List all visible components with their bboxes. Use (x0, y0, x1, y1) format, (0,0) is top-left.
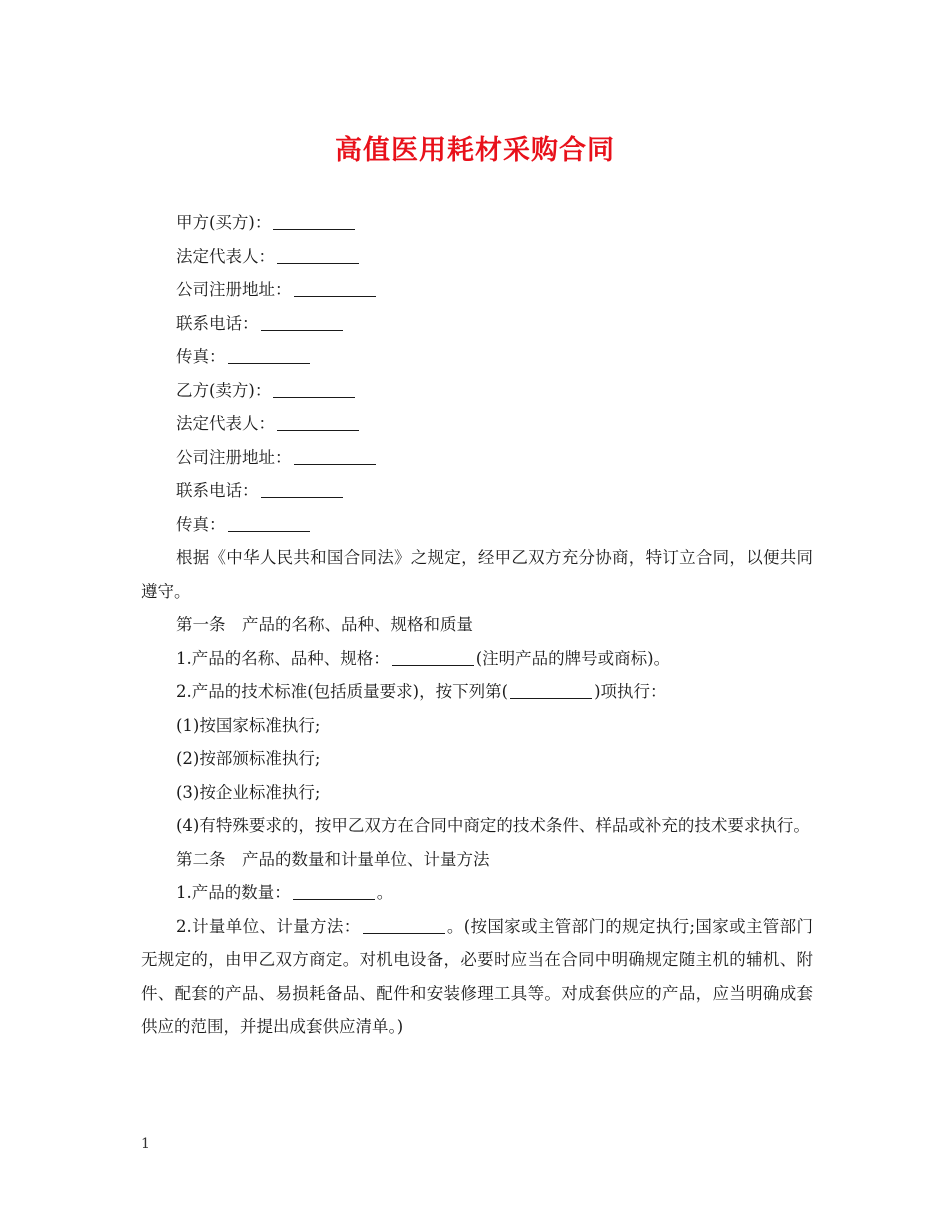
party-b-address-line (141, 441, 813, 475)
party-b-rep-label: 法定代表人： (176, 414, 275, 433)
party-a-fax-blank (228, 345, 310, 364)
article1-item1-blank (392, 647, 474, 666)
party-a-phone-blank (261, 312, 343, 331)
party-a-address-line (141, 273, 813, 307)
article1-option3: (3)按企业标准执行; (176, 782, 321, 802)
article1-option4: (4)有特殊要求的，按甲乙双方在合同中商定的技术条件、样品或补充的技术要求执行。 (176, 816, 810, 835)
contract-body (141, 206, 813, 1044)
party-b-fax-line (141, 508, 813, 542)
article1-option1: (1)按国家标准执行; (176, 715, 321, 735)
party-a-fax-line (141, 340, 813, 374)
article2-item2-blank (363, 915, 445, 934)
article1-item2-prefix: 2.产品的技术标准(包括质量要求)，按下列第( (176, 682, 509, 701)
article1-heading: 第一条 产品的名称、品种、规格和质量 (176, 615, 473, 634)
party-b-rep-blank (277, 412, 359, 431)
article1-item1-suffix: (注明产品的牌号或商标)。 (475, 648, 671, 668)
party-a-rep-blank (277, 245, 359, 264)
party-b-fax-label: 传真： (176, 514, 226, 534)
article1-item2-blank (510, 680, 592, 699)
article1-item2 (141, 675, 813, 709)
article2-item1 (141, 876, 813, 910)
article2-item2-prefix: 2.计量单位、计量方法： (176, 916, 361, 936)
article2-heading: 第二条 产品的数量和计量单位、计量方法 (176, 849, 490, 869)
party-a-name-label: 甲方(买方)： (176, 213, 272, 232)
preamble-paragraph: 根据《中华人民共和国合同法》之规定，经甲乙双方充分协商，特订立合同，以便共同遵守。 (141, 548, 813, 601)
party-b-address-blank (294, 446, 376, 465)
party-b-name-blank (273, 379, 355, 398)
party-b-phone-blank (261, 479, 343, 498)
party-a-name-blank (273, 211, 355, 230)
party-b-address-label: 公司注册地址： (176, 447, 292, 467)
party-b-name-line (141, 374, 813, 408)
article2-item2-suffix: 。(按国家或主管部门的规定执行;国家或主管部门无规定的，由甲乙双方商定。对机电设备，必要时应当在合同中明确规定随主机的辅机、附件、配套的产品、易损耗备品、配件和安装修理工具等。对成套供应的产品，应当明确成套供应的范围，并提出成套供应清单。) (141, 916, 813, 1036)
party-b-phone-label: 联系电话： (176, 481, 259, 500)
article2-item1-suffix: 。 (376, 883, 394, 902)
party-a-fax-label: 传真： (176, 347, 226, 366)
party-a-phone-label: 联系电话： (176, 313, 259, 333)
article2-item1-blank (293, 881, 375, 900)
article1-option2: (2)按部颁标准执行; (176, 749, 321, 768)
document-title: 高值医用耗材采购合同 (335, 135, 615, 166)
page-number: 1 (141, 1136, 150, 1152)
article1-item2-suffix: )项执行： (594, 682, 667, 701)
party-b-rep-line (141, 407, 813, 441)
party-a-address-label: 公司注册地址： (176, 280, 292, 299)
party-b-fax-blank (228, 513, 310, 532)
party-b-phone-line (141, 474, 813, 508)
party-a-rep-label: 法定代表人： (176, 246, 275, 266)
article2-item2 (141, 910, 813, 1044)
party-a-rep-line (141, 240, 813, 274)
party-a-address-blank (294, 278, 376, 297)
article2-item1-prefix: 1.产品的数量： (176, 883, 291, 902)
party-a-name-line (141, 206, 813, 240)
article1-item1-prefix: 1.产品的名称、品种、规格： (176, 648, 390, 668)
article1-item1 (141, 642, 813, 676)
party-b-name-label: 乙方(卖方)： (176, 380, 272, 400)
party-a-phone-line (141, 307, 813, 341)
